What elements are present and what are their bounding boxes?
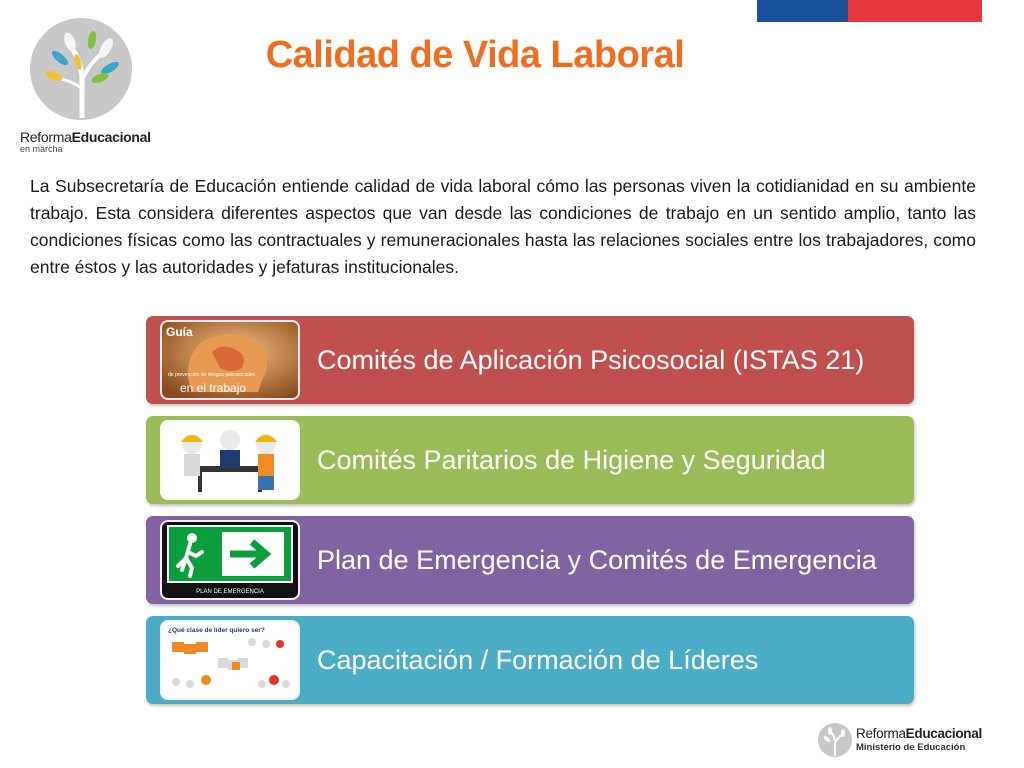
footer-wordmark: ReformaEducacional (856, 726, 982, 741)
item-label: Comités Paritarios de Higiene y Seguridad (317, 445, 826, 475)
flag-red-stripe (848, 0, 982, 22)
thumb-guia-text: Guía (166, 325, 193, 339)
logo-subtitle: en marcha (20, 144, 63, 154)
item-capacitacion-lideres (146, 616, 914, 704)
thumb-subtitle-text: de prevención de riesgos psicosociales (168, 372, 255, 378)
flag-blue-stripe (757, 0, 848, 22)
footer-logo (818, 722, 998, 762)
workers-meeting-image (162, 422, 298, 498)
intro-paragraph: La Subsecretaría de Educación entiende calidad de vida laboral cómo las personas viven la cotidianidad en su ambiente trabajo. Esta considera diferentes aspectos que van desde las condiciones de trabajo en un sentido amplio, tanto las condiciones físicas como las contractuales y remuneracionales hasta las relaciones sociales entre los trabajadores, como entre éstos y las autoridades y jefaturas institucionales. (30, 176, 976, 277)
emergency-exit-sign-image (162, 522, 298, 598)
guia-riesgos-psicosociales-image (162, 322, 298, 398)
thumb-plan-text: PLAN DE EMERGENCIA (196, 589, 264, 595)
item-label: Comités de Aplicación Psicosocial (ISTAS 21) (317, 345, 865, 375)
thumb-trabajo-text: en el trabajo (180, 381, 247, 395)
logo-wordmark: ReformaEducacional (20, 129, 151, 145)
item-label: Plan de Emergencia y Comités de Emergencia (317, 545, 877, 575)
thumb-lider-text: ¿Qué clase de líder quiero ser? (168, 627, 265, 634)
item-label: Capacitación / Formación de Líderes (317, 645, 759, 675)
leadership-image (162, 622, 298, 698)
item-plan-emergencia (146, 516, 914, 604)
footer-ministerio-text: Ministerio de Educación (856, 742, 966, 753)
item-comites-paritarios (146, 416, 914, 504)
tree-logo-small-icon (818, 723, 852, 757)
item-comites-psicosocial (146, 316, 914, 404)
page-title: Calidad de Vida Laboral (265, 34, 685, 76)
